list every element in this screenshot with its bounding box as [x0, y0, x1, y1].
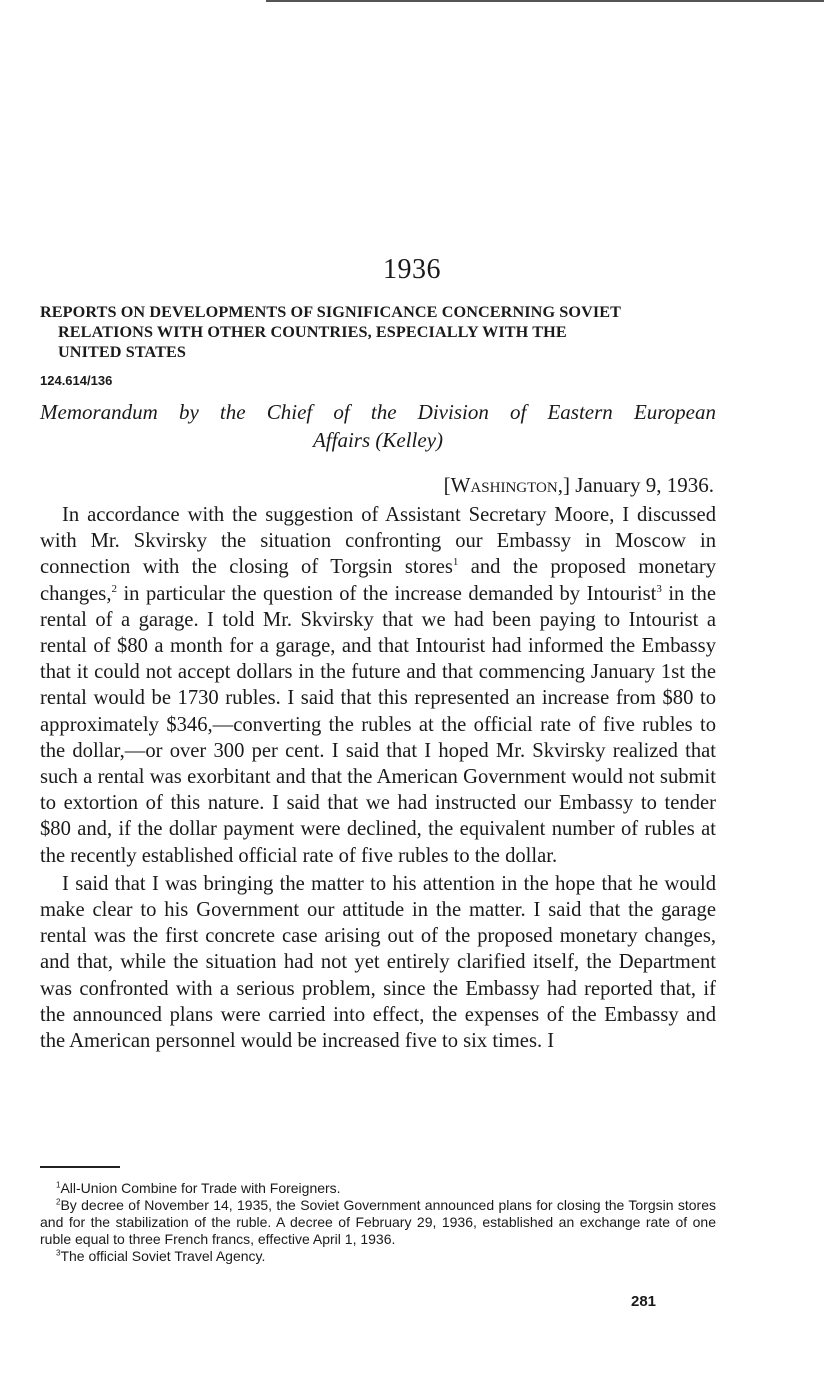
- section-heading-line: REPORTS ON DEVELOPMENTS OF SIGNIFICANCE CONCERNING SOVIET: [40, 303, 622, 321]
- dateline-date: January 9, 1936.: [575, 473, 714, 497]
- year-heading: 1936: [383, 254, 441, 285]
- dateline: [444, 473, 714, 498]
- body-text-segment: in particular the question of the increase demanded by Intourist: [116, 582, 657, 605]
- footnote-ref: 1: [452, 556, 459, 569]
- footnote-ref: 2: [111, 582, 117, 595]
- page-number: 281: [631, 1293, 657, 1310]
- footnotes: [40, 1180, 716, 1265]
- footnote-text: All-Union Combine for Trade with Foreigners.: [60, 1180, 341, 1196]
- section-heading-line: UNITED STATES: [58, 343, 186, 361]
- footnote: [40, 1197, 716, 1248]
- footnote-text: By decree of November 14, 1935, the Soviet Government announced plans for closing the Torgsin stores and for the stabilization of the ruble. A decree of February 29, 1936, established an exchange rate of one ruble equal to three French francs, effective April 1, 1936.: [40, 1197, 716, 1247]
- body-text-segment: in the rental of a garage. I told Mr. Skvirsky that we had been paying to Intourist a rental of $80 a month for a garage, and that Intourist had informed the Embassy that it could not accept dollars in the future and that commencing January 1st the rental would be 1730 rubles. I said that this represented an increase from $80 to approximately $346,—converting the rubles at the official rate of five rubles to the dollar,—or over 300 per cent. I said that I hoped Mr. Skvirsky realized that such a rental was exorbitant and that the American Government would not submit to extortion of this nature. I said that we had instructed our Embassy to tender $80 and, if the dollar payment were declined, the equivalent number of rubles at the recently established official rate of five rubles to the dollar.: [40, 582, 716, 867]
- memo-title-line: Affairs (Kelley): [312, 428, 444, 452]
- footnote-ref: 3: [656, 582, 662, 595]
- section-heading-line: RELATIONS WITH OTHER COUNTRIES, ESPECIALLY WITH THE: [58, 323, 567, 341]
- footnote-text: The official Soviet Travel Agency.: [60, 1248, 266, 1264]
- body-paragraph: [40, 502, 716, 869]
- footnote-mark: 3: [56, 1248, 61, 1258]
- body-text-segment: In accordance with the suggestion of Assistant Secretary Moore, I discussed with Mr. Skvirsky the situation confronting our Embassy in Moscow in connection with the closing of Torgsin stores: [40, 504, 716, 579]
- memo-title-line: Memorandum by the Chief of the Division of Eastern European: [40, 400, 716, 424]
- memo-body: [40, 502, 716, 1054]
- memo-title: [40, 398, 716, 454]
- body-text-segment: and the proposed monetary changes,: [40, 556, 716, 605]
- footnote: [40, 1248, 716, 1265]
- footnote-mark: 1: [56, 1180, 61, 1190]
- dateline-place: [Washington,]: [443, 473, 570, 497]
- body-paragraph: I said that I was bringing the matter to his attention in the hope that he would make clear to his Government our attitude in the matter. I said that the garage rental was the first concrete case arising out of the proposed monetary changes, and that, while the situation had not yet entirely clarified itself, the Department was confronted with a serious problem, since the Embassy had reported that, if the announced plans were carried into effect, the expenses of the Embassy and the American personnel would be increased five to six times. I: [40, 872, 716, 1053]
- footnote-rule: [40, 1166, 120, 1168]
- footnote: [40, 1180, 716, 1197]
- top-rule: [266, 0, 824, 2]
- footnote-mark: 2: [56, 1197, 61, 1207]
- file-number: 124.614/136: [40, 373, 113, 388]
- section-heading: [40, 302, 716, 362]
